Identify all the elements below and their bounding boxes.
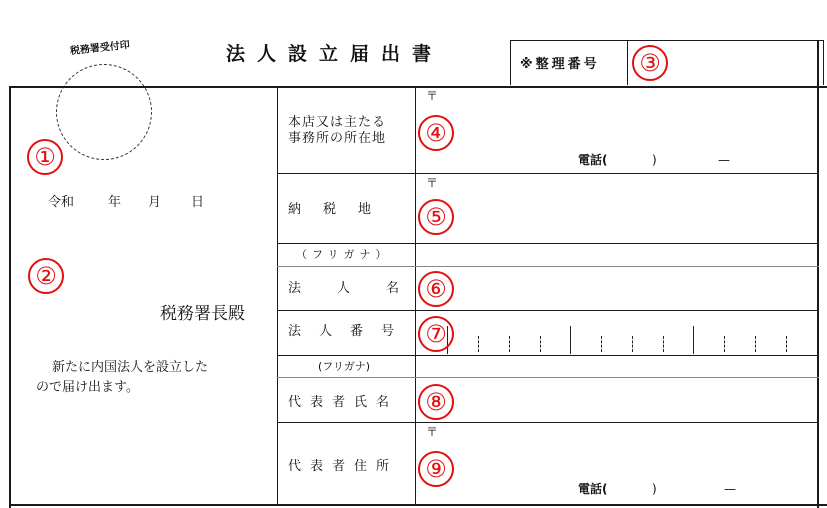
head-office-postal-mark: 〒	[426, 89, 439, 103]
badge-9: ⑨	[418, 451, 454, 487]
tax-payment-place-label: 納税地	[288, 202, 394, 217]
badge-1: ①	[27, 139, 63, 175]
furigana-field[interactable]	[418, 245, 814, 264]
badge-2: ②	[28, 258, 64, 294]
office-ref-label: ※整理番号	[520, 57, 600, 72]
head-office-address-field[interactable]	[418, 100, 814, 150]
reception-stamp-circle	[56, 64, 152, 160]
rep-address-phone-label: 電話(	[578, 482, 608, 496]
badge-7: ⑦	[418, 316, 454, 352]
date-year-label: 年	[108, 195, 122, 210]
badge-5: ⑤	[418, 199, 454, 235]
badge-6: ⑥	[418, 271, 454, 307]
rep-address-phone-close: )	[652, 482, 657, 496]
rep-name-label: 代表者氏名	[288, 395, 399, 410]
rep-furigana-field[interactable]	[418, 357, 814, 375]
rep-address-field[interactable]	[418, 438, 814, 478]
head-office-phone-close: )	[652, 153, 657, 167]
corp-name-label: 法人名	[288, 281, 436, 296]
tax-payment-postal-mark: 〒	[426, 176, 439, 190]
head-office-label-1: 本店又は主たる	[288, 115, 387, 130]
badge-4: ④	[418, 115, 454, 151]
reception-stamp-label: 税務署受付印	[69, 39, 131, 58]
rep-name-field[interactable]	[418, 380, 814, 420]
rep-address-postal-mark: 〒	[426, 425, 439, 439]
rep-address-label: 代表者住所	[288, 459, 399, 474]
date-era: 令和	[48, 195, 75, 210]
badge-3: ③	[632, 45, 668, 81]
tax-payment-place-field[interactable]	[418, 188, 814, 240]
form-title: 法人設立届出書	[226, 43, 444, 65]
corp-name-field[interactable]	[418, 269, 814, 307]
declaration-line-1: 新たに内国法人を設立した	[52, 360, 209, 375]
head-office-phone-dash: —	[718, 153, 730, 167]
date-month-label: 月	[148, 195, 162, 210]
corp-number-label: 法人番号	[288, 324, 413, 339]
addressee: 税務署長殿	[160, 304, 245, 324]
badge-8: ⑧	[418, 384, 454, 420]
head-office-phone-label: 電話(	[578, 153, 608, 167]
declaration-line-2: ので届け出ます。	[36, 380, 139, 395]
head-office-label-2: 事務所の所在地	[288, 131, 387, 146]
rep-address-phone-dash: —	[724, 482, 736, 496]
furigana-label: （フリガナ）	[296, 248, 392, 261]
rep-furigana-label: (フリガナ)	[318, 360, 371, 373]
date-day-label: 日	[191, 195, 205, 210]
